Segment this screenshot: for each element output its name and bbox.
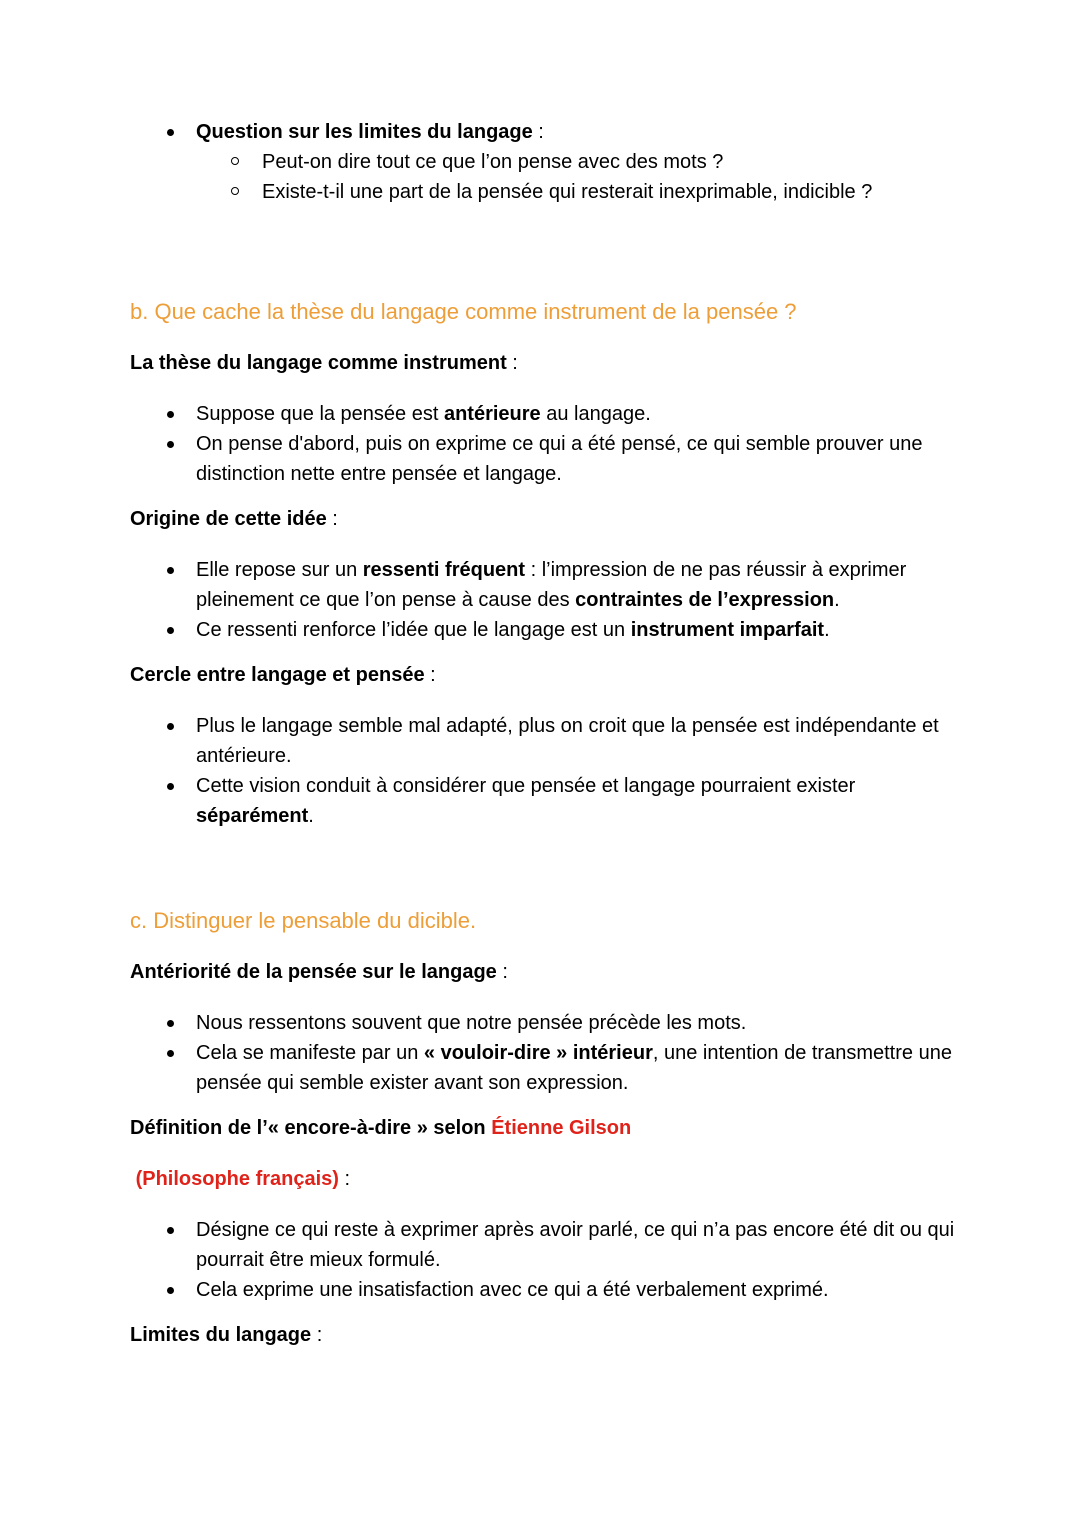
text-run: : [532, 121, 544, 143]
bullet-circle-icon [231, 187, 239, 195]
bullet-disc-icon [167, 129, 174, 136]
text-run: Suppose que la pensée est [196, 403, 444, 425]
text-run: : [506, 352, 518, 374]
text-run: Question sur les limites du langage [196, 121, 533, 143]
text-run: c. Distinguer le pensable du dicible. [130, 908, 477, 933]
list-item [130, 771, 956, 831]
bullet-disc-icon [167, 1287, 174, 1294]
text-run: b. Que cache la thèse du langage comme instrument de la pensée ? [130, 299, 797, 324]
bullet-circle-icon [231, 157, 239, 165]
bullet-disc-icon [167, 411, 174, 418]
text-run: séparément [196, 805, 309, 827]
bullet-disc-icon [167, 627, 174, 634]
bullet-disc-icon [167, 1020, 174, 1027]
bullet-list-encore-a-dire [130, 1215, 960, 1305]
text-run: antérieure [443, 403, 541, 425]
bullet-list-cercle [130, 711, 956, 831]
text-run: : [326, 508, 338, 530]
bullet-disc-icon [167, 783, 174, 790]
text-run: On pense d'abord, puis on exprime ce qui a été pensé, ce qui semble prouver une distinction nette entre pensée et langage. [196, 433, 929, 485]
bullet-disc-icon [167, 567, 174, 574]
text-run: : [424, 664, 436, 686]
list-item [130, 615, 956, 645]
text-run: ressenti fréquent [362, 559, 526, 581]
heading-limites [130, 1320, 956, 1350]
text-run: Étienne Gilson [491, 1117, 632, 1139]
heading-cercle [130, 660, 956, 690]
list-item [130, 555, 956, 615]
text-run: : l’impression de ne pas réussir à exprimer pleinement ce que l’on pense à cause des [196, 559, 912, 611]
bullet-disc-icon [167, 441, 174, 448]
text-run: contraintes de l’expression [575, 589, 835, 611]
text-run: Cela se manifeste par un [196, 1042, 424, 1064]
text-run: (Philosophe français) [135, 1168, 339, 1190]
list-item [130, 399, 956, 429]
text-run: Définition de l’« encore-à-dire » selon [130, 1117, 492, 1139]
document-content [130, 117, 960, 1350]
text-run: Limites du langage [130, 1324, 312, 1346]
list-item [130, 1008, 956, 1038]
text-run: : [311, 1324, 323, 1346]
text-run: . [834, 589, 840, 611]
list-item [130, 1215, 960, 1275]
text-run: : [338, 1168, 351, 1190]
text-run: Nous ressentons souvent que notre pensée précède les mots. [196, 1012, 747, 1034]
list-item [130, 1275, 956, 1305]
list-item [130, 711, 956, 771]
bullet-disc-icon [167, 1050, 174, 1057]
text-run: Peut-on dire tout ce que l’on pense avec des mots ? [262, 151, 724, 173]
heading-la-these [130, 348, 956, 378]
bullet-disc-icon [167, 723, 174, 730]
list-item [130, 117, 956, 147]
list-item [130, 1038, 956, 1098]
text-run: . [308, 805, 314, 827]
text-run: : [496, 961, 508, 983]
bullet-list-question-limites [130, 117, 956, 207]
bullet-list-la-these [130, 399, 956, 489]
text-run: « vouloir-dire » intérieur [423, 1042, 653, 1064]
text-run: Ce ressenti renforce l’idée que le langage est un [196, 619, 631, 641]
text-run: Cercle entre langage et pensée [130, 664, 425, 686]
section-heading-c [130, 906, 956, 936]
text-run: Antériorité de la pensée sur le langage [130, 961, 497, 983]
list-item [130, 429, 956, 489]
text-run: Plus le langage semble mal adapté, plus on croit que la pensée est indépendante et antérieure. [196, 715, 945, 767]
text-run: Cela exprime une insatisfaction avec ce qui a été verbalement exprimé. [196, 1279, 829, 1301]
text-run: Désigne ce qui reste à exprimer après avoir parlé, ce qui n’a pas encore été dit ou qui pourrait être mieux formulé. [196, 1219, 960, 1271]
bullet-list-anteriorite [130, 1008, 956, 1098]
list-item [130, 147, 956, 177]
text-run: . [824, 619, 830, 641]
gap-before-section-c [130, 846, 956, 906]
heading-origine [130, 504, 956, 534]
text-run: Cette vision conduit à considérer que pensée et langage pourraient exister [196, 775, 861, 797]
gap-before-section-b [130, 222, 956, 297]
text-run: instrument imparfait [630, 619, 825, 641]
heading-definition [130, 1113, 956, 1143]
heading-philosophe [130, 1164, 956, 1194]
text-run: au langage. [540, 403, 651, 425]
text-run: Origine de cette idée [130, 508, 327, 530]
text-run: Elle repose sur un [196, 559, 363, 581]
section-heading-b [130, 297, 956, 327]
text-run: La thèse du langage comme instrument [130, 352, 507, 374]
text-run: Existe-t-il une part de la pensée qui resterait inexprimable, indicible ? [262, 181, 873, 203]
heading-anteriorite [130, 957, 956, 987]
list-item [130, 177, 956, 207]
bullet-list-origine [130, 555, 956, 645]
text-run: , une intention de transmettre une pensée qui semble exister avant son expression. [196, 1042, 958, 1094]
bullet-disc-icon [167, 1227, 174, 1234]
